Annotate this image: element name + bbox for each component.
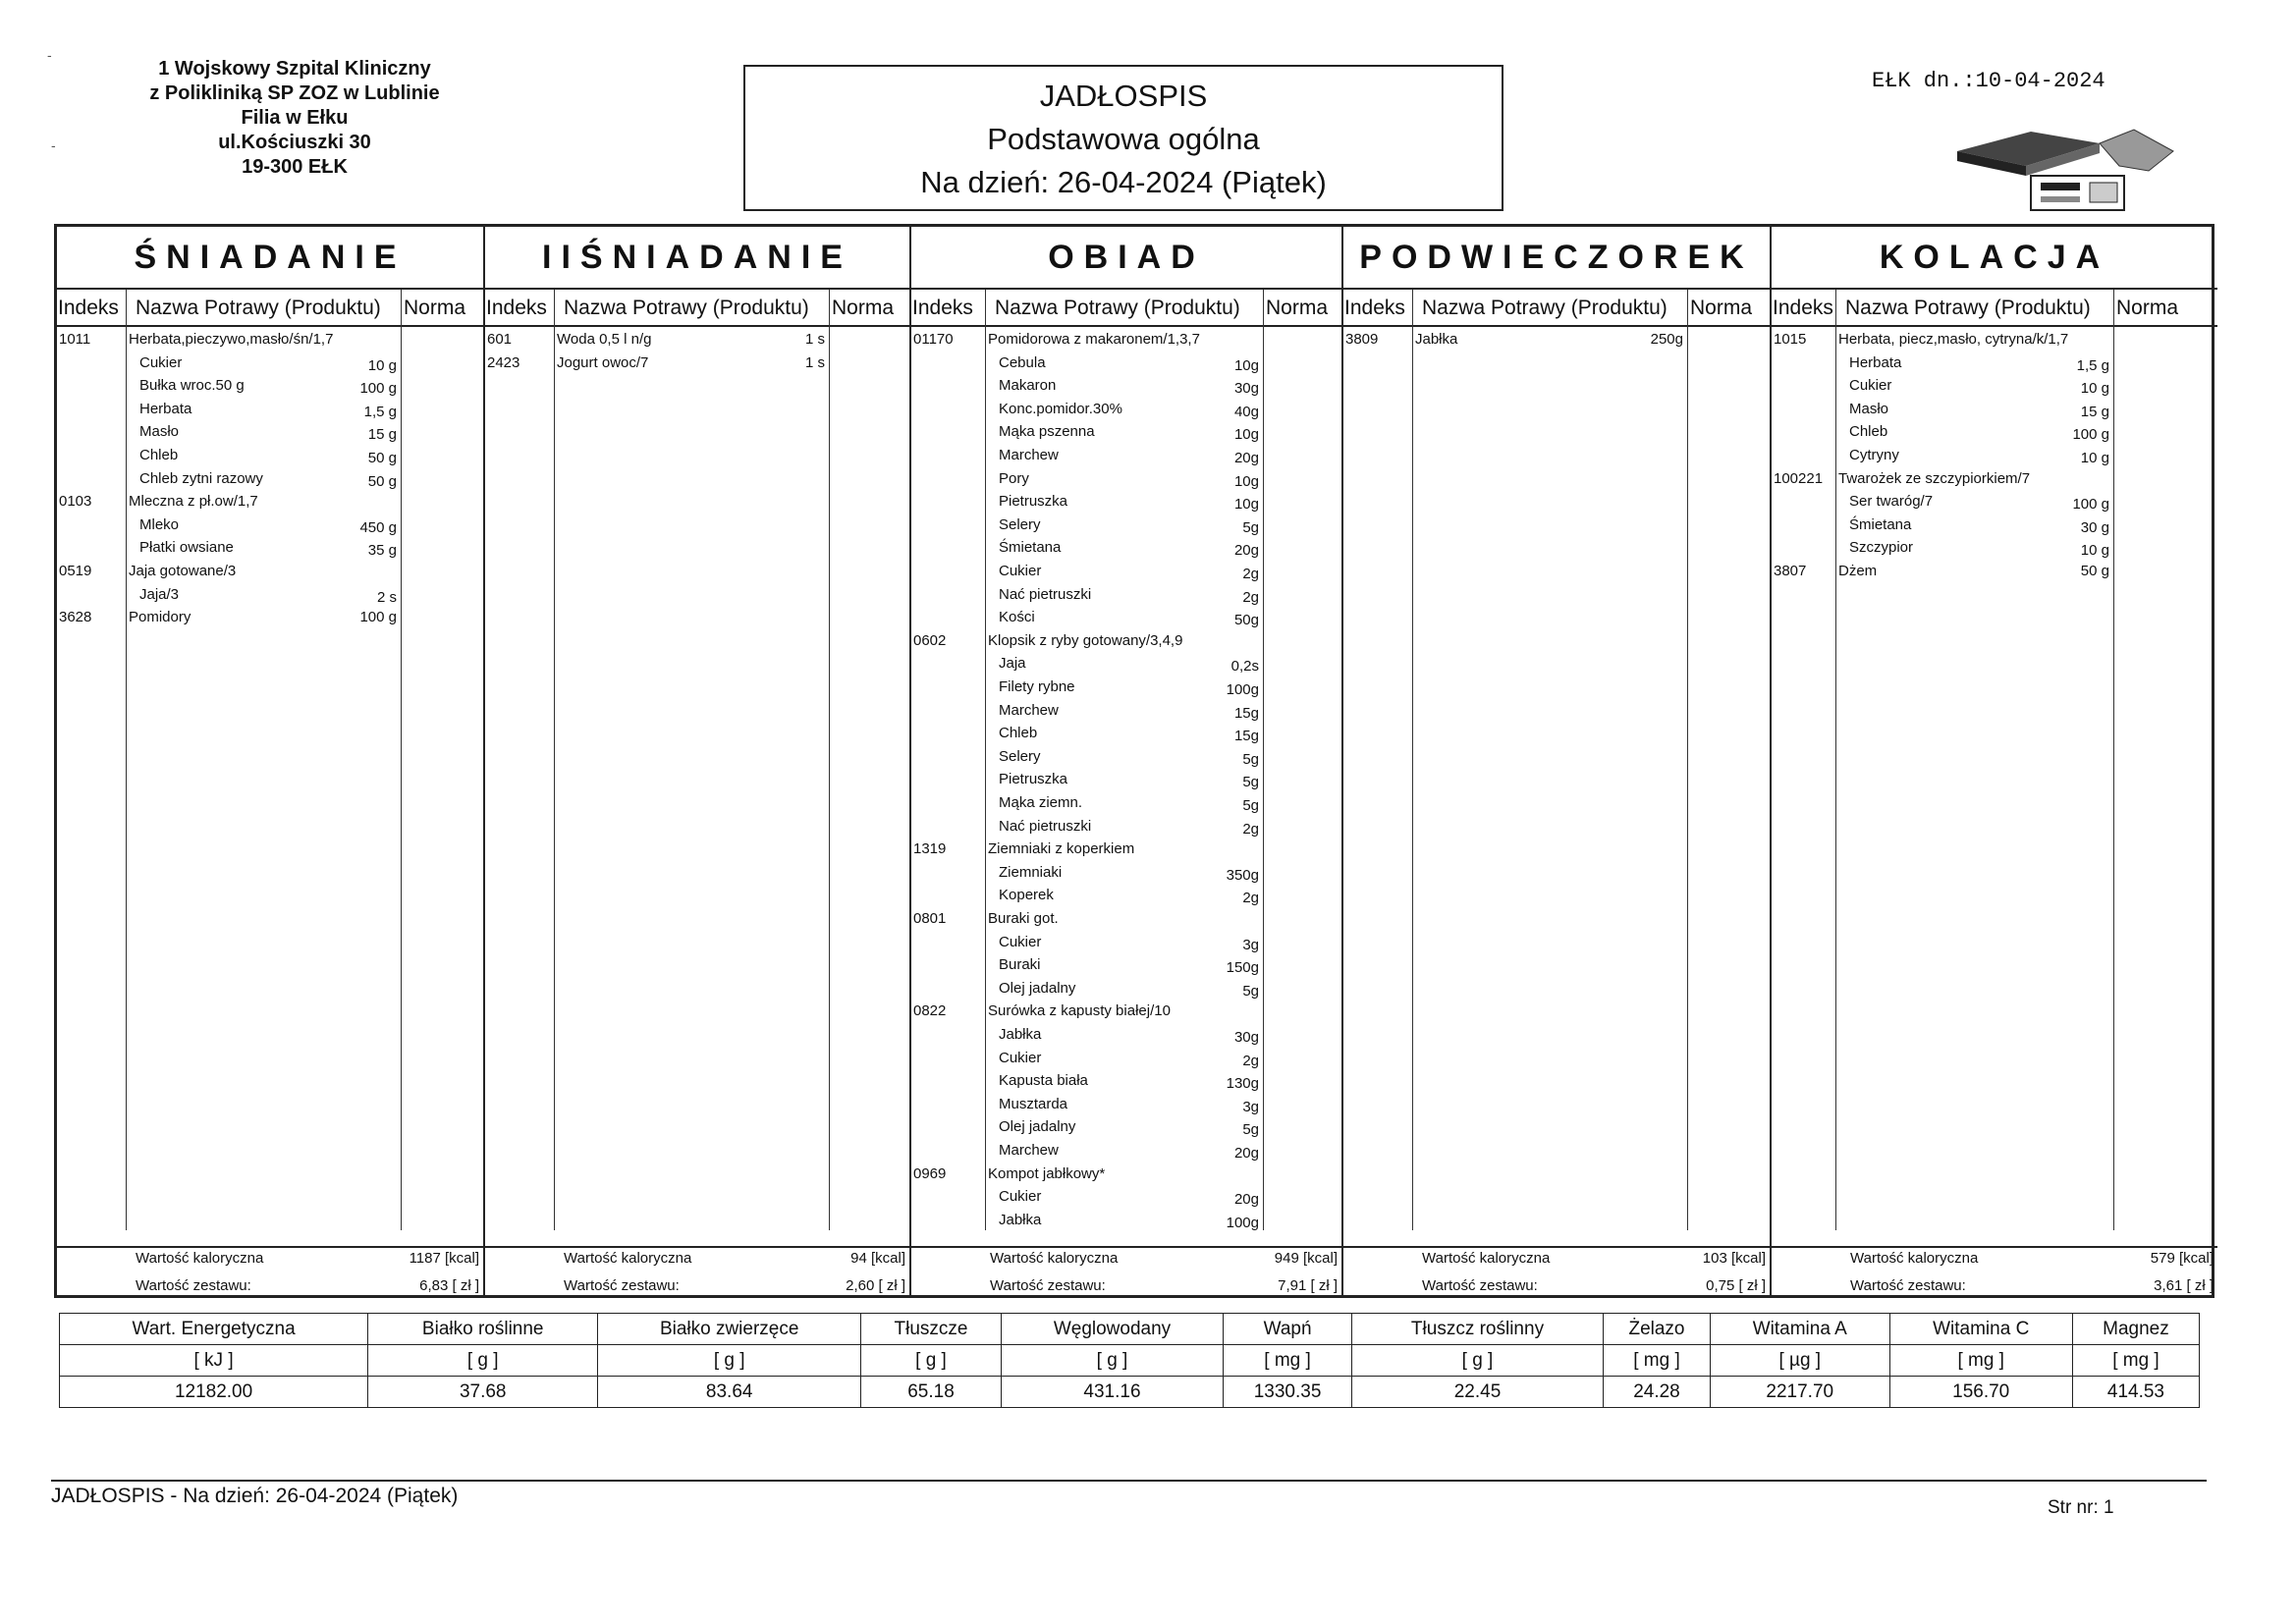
row-norm: 100g xyxy=(1226,1214,1259,1231)
row-norm: 100 g xyxy=(359,609,397,626)
column-divider xyxy=(554,327,555,1230)
row-norm: 10 g xyxy=(2080,450,2109,466)
row-norm: 5g xyxy=(1242,750,1259,768)
nutrition-unit: [ g ] xyxy=(368,1345,598,1377)
row-norm: 50 g xyxy=(367,450,397,466)
row-norm: 20g xyxy=(1233,1191,1259,1209)
row-name: Nać pietruszki xyxy=(999,817,1092,835)
nutrition-value: 24.28 xyxy=(1603,1377,1710,1408)
column-headers xyxy=(57,290,483,327)
row-norm: 20g xyxy=(1233,1145,1259,1162)
row-name: Masło xyxy=(1849,400,1889,417)
row-norm: 130g xyxy=(1226,1075,1259,1093)
totals-divider xyxy=(1772,1246,2217,1248)
nutrition-value: 37.68 xyxy=(368,1377,598,1408)
nutrition-unit: [ µg ] xyxy=(1711,1345,1889,1377)
totals-label: Wartość zestawu: xyxy=(564,1277,680,1294)
nutrition-unit: [ mg ] xyxy=(1603,1345,1710,1377)
row-norm: 30g xyxy=(1233,1029,1259,1046)
totals-value: 0,75 [ zł ] xyxy=(1706,1277,1766,1294)
meal-totals xyxy=(1343,1250,1770,1305)
row-norm: 1 s xyxy=(804,353,825,371)
totals-line xyxy=(485,1250,909,1277)
header-index: Indeks xyxy=(1344,297,1405,319)
row-norm: 450 g xyxy=(359,518,397,536)
header-norm: Norma xyxy=(404,297,466,319)
totals-line xyxy=(57,1250,483,1277)
nutrition-header: Wapń xyxy=(1224,1314,1352,1345)
print-date: EŁK dn.:10-04-2024 xyxy=(1872,69,2105,93)
column-divider xyxy=(1687,327,1688,1230)
row-norm: 100 g xyxy=(359,380,397,398)
hospital-line: z Polikliniką SP ZOZ w Lublinie xyxy=(149,82,440,104)
row-norm: 3g xyxy=(1242,936,1259,953)
row-norm: 5g xyxy=(1242,1121,1259,1139)
meal-totals xyxy=(57,1250,483,1305)
totals-label: Wartość kaloryczna xyxy=(136,1250,264,1267)
row-name: Bułka wroc.50 g xyxy=(139,377,245,395)
row-name: Cukier xyxy=(999,1049,1042,1066)
row-norm: 2 s xyxy=(376,588,397,606)
header-norm: Norma xyxy=(832,297,895,319)
row-norm: 2g xyxy=(1242,820,1259,838)
row-name: Selery xyxy=(999,747,1041,765)
row-name: Kości xyxy=(999,609,1035,626)
header-index: Indeks xyxy=(912,297,973,319)
row-index: 0602 xyxy=(913,631,947,649)
row-norm: 20g xyxy=(1233,450,1259,466)
row-name: Ziemniaki xyxy=(999,863,1063,881)
meal-column xyxy=(1772,227,2217,1295)
meal-body xyxy=(485,327,909,1228)
header-index: Indeks xyxy=(486,297,547,319)
row-name: Jabłka xyxy=(999,1211,1042,1228)
column-divider xyxy=(1835,290,1836,327)
row-norm: 30g xyxy=(1233,380,1259,398)
row-name: Filety rybne xyxy=(999,678,1075,695)
row-norm: 150g xyxy=(1226,959,1259,977)
document-title: JADŁOSPIS xyxy=(1039,79,1208,113)
row-norm: 1 s xyxy=(804,331,825,348)
row-name: Płatki owsiane xyxy=(139,539,234,557)
row-name: Masło xyxy=(139,423,180,441)
row-norm: 10 g xyxy=(367,356,397,374)
row-name: Surówka z kapusty białej/10 xyxy=(988,1002,1171,1020)
row-name: Chleb zytni razowy xyxy=(139,469,263,487)
row-norm: 350g xyxy=(1226,866,1259,884)
column-divider xyxy=(2113,327,2114,1230)
row-name: Pomidory xyxy=(129,609,191,626)
column-divider xyxy=(401,290,402,327)
column-divider xyxy=(1412,290,1413,327)
column-divider xyxy=(1687,290,1688,327)
totals-value: 7,91 [ zł ] xyxy=(1278,1277,1338,1294)
column-headers xyxy=(485,290,909,327)
totals-line xyxy=(911,1250,1341,1277)
nutrition-header: Witamina A xyxy=(1711,1314,1889,1345)
totals-divider xyxy=(485,1246,909,1248)
footer-text: JADŁOSPIS - Na dzień: 26-04-2024 (Piątek) xyxy=(51,1485,459,1507)
meal-table xyxy=(54,224,2214,1298)
row-name: Marchew xyxy=(999,447,1059,463)
nutrition-value: 22.45 xyxy=(1352,1377,1604,1408)
totals-label: Wartość zestawu: xyxy=(990,1277,1106,1294)
row-name: Jaja xyxy=(999,655,1026,673)
row-norm: 3g xyxy=(1242,1098,1259,1115)
row-index: 601 xyxy=(487,331,513,348)
column-divider xyxy=(1835,327,1836,1230)
totals-line xyxy=(1772,1250,2217,1277)
row-name: Pietruszka xyxy=(999,771,1068,788)
totals-value: 103 [kcal] xyxy=(1702,1250,1766,1267)
row-name: Herbata xyxy=(139,400,192,417)
nutrition-value: 414.53 xyxy=(2072,1377,2199,1408)
nutrition-value: 431.16 xyxy=(1001,1377,1223,1408)
row-norm: 1,5 g xyxy=(2076,356,2109,374)
column-headers xyxy=(911,290,1341,327)
row-name: Jaja/3 xyxy=(139,585,180,603)
menu-date: Na dzień: 26-04-2024 (Piątek) xyxy=(920,165,1327,199)
totals-label: Wartość zestawu: xyxy=(1422,1277,1538,1294)
row-index: 0801 xyxy=(913,910,947,927)
row-name: Śmietana xyxy=(999,539,1062,557)
nutrition-unit: [ mg ] xyxy=(2072,1345,2199,1377)
row-norm: 100g xyxy=(1226,681,1259,698)
row-norm: 50 g xyxy=(367,472,397,490)
row-name: Olej jadalny xyxy=(999,979,1076,997)
row-norm: 10g xyxy=(1233,426,1259,444)
row-name: Cukier xyxy=(1849,377,1892,395)
nutrition-value: 1330.35 xyxy=(1224,1377,1352,1408)
row-norm: 100 g xyxy=(2072,426,2109,444)
meal-body xyxy=(1772,327,2217,1228)
footer-rule xyxy=(51,1480,2207,1482)
row-name: Twarożek ze szczypiorkiem/7 xyxy=(1838,469,2031,487)
row-index: 2423 xyxy=(487,353,520,371)
row-name: Konc.pomidor.30% xyxy=(999,400,1122,417)
row-name: Cebula xyxy=(999,353,1046,371)
row-norm: 10 g xyxy=(2080,380,2109,398)
nutrition-unit: [ kJ ] xyxy=(60,1345,368,1377)
row-name: Jaja gotowane/3 xyxy=(129,563,237,579)
row-name: Cytryny xyxy=(1849,447,1899,463)
hospital-line: 1 Wojskowy Szpital Kliniczny xyxy=(158,58,431,80)
totals-value: 6,83 [ zł ] xyxy=(419,1277,479,1294)
row-norm: 5g xyxy=(1242,797,1259,814)
nutrition-row xyxy=(60,1377,2200,1408)
row-name: Selery xyxy=(999,515,1041,533)
totals-label: Wartość kaloryczna xyxy=(1422,1250,1551,1267)
nutrition-unit: [ g ] xyxy=(861,1345,1002,1377)
totals-label: Wartość zestawu: xyxy=(1850,1277,1966,1294)
row-name: Pory xyxy=(999,469,1029,487)
title-box xyxy=(743,65,1503,211)
row-name: Marchew xyxy=(999,701,1059,719)
nutrition-header: Żelazo xyxy=(1603,1314,1710,1345)
nutrition-header: Wart. Energetyczna xyxy=(60,1314,368,1345)
row-index: 3807 xyxy=(1774,563,1807,579)
meal-title: KOLACJA xyxy=(1772,227,2217,290)
totals-line xyxy=(1343,1277,1770,1305)
nutrition-value: 12182.00 xyxy=(60,1377,368,1408)
header-name: Nazwa Potrawy (Produktu) xyxy=(136,297,381,319)
nutrition-unit: [ g ] xyxy=(1001,1345,1223,1377)
row-norm: 35 g xyxy=(367,542,397,560)
row-name: Marchew xyxy=(999,1142,1059,1159)
nutrition-row xyxy=(60,1345,2200,1377)
nutrition-header: Białko zwierzęce xyxy=(598,1314,861,1345)
row-name: Mleczna z pł.ow/1,7 xyxy=(129,493,258,511)
totals-value: 3,61 [ zł ] xyxy=(2154,1277,2214,1294)
row-name: Cukier xyxy=(139,353,183,371)
meal-body xyxy=(911,327,1341,1231)
nutrition-unit: [ g ] xyxy=(598,1345,861,1377)
row-name: Mąka ziemn. xyxy=(999,794,1083,811)
row-index: 3809 xyxy=(1345,331,1379,348)
totals-label: Wartość kaloryczna xyxy=(990,1250,1119,1267)
meal-column xyxy=(1343,227,1772,1295)
row-name: Pomidorowa z makaronem/1,3,7 xyxy=(988,331,1200,348)
column-divider xyxy=(1263,290,1264,327)
row-name: Szczypior xyxy=(1849,539,1914,557)
row-norm: 100 g xyxy=(2072,496,2109,514)
diet-name: Podstawowa ogólna xyxy=(987,122,1260,156)
header-norm: Norma xyxy=(1266,297,1329,319)
page-number: Str nr: 1 xyxy=(2048,1497,2114,1518)
row-name: Chleb xyxy=(999,725,1038,742)
column-divider xyxy=(1263,327,1264,1230)
row-name: Buraki got. xyxy=(988,910,1059,927)
row-name: Pietruszka xyxy=(999,493,1068,511)
column-divider xyxy=(985,327,986,1230)
row-name: Chleb xyxy=(139,447,179,463)
header-norm: Norma xyxy=(2116,297,2179,319)
row-index: 01170 xyxy=(913,331,954,348)
nutrition-value: 156.70 xyxy=(1889,1377,2072,1408)
row-name: Śmietana xyxy=(1849,515,1912,533)
nutrition-table xyxy=(59,1313,2200,1408)
hospital-address xyxy=(93,57,496,180)
row-norm: 5g xyxy=(1242,982,1259,1000)
nutrition-value: 83.64 xyxy=(598,1377,861,1408)
row-norm: 2g xyxy=(1242,890,1259,907)
row-index: 1015 xyxy=(1774,331,1807,348)
totals-label: Wartość kaloryczna xyxy=(1850,1250,1979,1267)
column-divider xyxy=(554,290,555,327)
row-name: Woda 0,5 l n/g xyxy=(557,331,652,348)
nutrition-unit: [ g ] xyxy=(1352,1345,1604,1377)
row-norm: 15g xyxy=(1233,704,1259,722)
book-computer-logo xyxy=(1952,122,2178,215)
header-name: Nazwa Potrawy (Produktu) xyxy=(564,297,809,319)
row-index: 3628 xyxy=(59,609,92,626)
row-name: Musztarda xyxy=(999,1095,1068,1112)
hospital-line: 19-300 EŁK xyxy=(242,156,348,178)
totals-value: 579 [kcal] xyxy=(2150,1250,2214,1267)
row-norm: 0,2s xyxy=(1230,658,1259,676)
row-norm: 40g xyxy=(1233,403,1259,420)
meal-title: IIŚNIADANIE xyxy=(485,227,909,290)
row-name: Cukier xyxy=(999,1188,1042,1206)
header-name: Nazwa Potrawy (Produktu) xyxy=(1845,297,2091,319)
row-name: Jabłka xyxy=(1415,331,1458,348)
meal-totals xyxy=(485,1250,909,1305)
row-name: Herbata, piecz,masło, cytryna/k/1,7 xyxy=(1838,331,2069,348)
column-divider xyxy=(829,290,830,327)
row-name: Olej jadalny xyxy=(999,1118,1076,1136)
totals-label: Wartość zestawu: xyxy=(136,1277,251,1294)
hospital-line: Filia w Ełku xyxy=(241,107,349,129)
nutrition-header: Witamina C xyxy=(1889,1314,2072,1345)
row-index: 0822 xyxy=(913,1002,947,1020)
totals-value: 2,60 [ zł ] xyxy=(846,1277,905,1294)
row-name: Kompot jabłkowy* xyxy=(988,1164,1106,1182)
column-divider xyxy=(2113,290,2114,327)
nutrition-header: Tłuszcze xyxy=(861,1314,1002,1345)
nutrition-row xyxy=(60,1314,2200,1345)
meal-body xyxy=(1343,327,1770,1228)
row-norm: 1,5 g xyxy=(363,403,397,420)
column-headers xyxy=(1343,290,1770,327)
header-index: Indeks xyxy=(1773,297,1833,319)
nutrition-header: Białko roślinne xyxy=(368,1314,598,1345)
row-name: Buraki xyxy=(999,956,1041,974)
totals-divider xyxy=(911,1246,1341,1248)
row-index: 0519 xyxy=(59,563,92,579)
totals-line xyxy=(1343,1250,1770,1277)
row-norm: 5g xyxy=(1242,774,1259,791)
row-name: Ziemniaki z koperkiem xyxy=(988,840,1135,858)
row-name: Nać pietruszki xyxy=(999,585,1092,603)
nutrition-header: Tłuszcz roślinny xyxy=(1352,1314,1604,1345)
column-divider xyxy=(126,327,127,1230)
row-name: Dżem xyxy=(1838,563,1878,579)
row-norm: 30 g xyxy=(2080,518,2109,536)
nutrition-value: 65.18 xyxy=(861,1377,1002,1408)
totals-label: Wartość kaloryczna xyxy=(564,1250,692,1267)
row-name: Herbata,pieczywo,masło/śn/1,7 xyxy=(129,331,334,348)
totals-line xyxy=(485,1277,909,1305)
row-norm: 10g xyxy=(1233,356,1259,374)
totals-line xyxy=(57,1277,483,1305)
row-name: Jabłka xyxy=(999,1026,1042,1043)
margin-mark: - xyxy=(51,137,56,153)
row-name: Herbata xyxy=(1849,353,1902,371)
totals-line xyxy=(911,1277,1341,1305)
column-divider xyxy=(401,327,402,1230)
meal-title: OBIAD xyxy=(911,227,1341,290)
row-norm: 10g xyxy=(1233,472,1259,490)
row-norm: 2g xyxy=(1242,1052,1259,1069)
row-index: 0969 xyxy=(913,1164,947,1182)
column-divider xyxy=(126,290,127,327)
meal-totals xyxy=(1772,1250,2217,1305)
row-norm: 10 g xyxy=(2080,542,2109,560)
row-name: Mleko xyxy=(139,515,180,533)
nutrition-value: 2217.70 xyxy=(1711,1377,1889,1408)
totals-value: 1187 [kcal] xyxy=(409,1250,479,1267)
row-norm: 15 g xyxy=(367,426,397,444)
row-norm: 10g xyxy=(1233,496,1259,514)
totals-divider xyxy=(1343,1246,1770,1248)
meal-column xyxy=(911,227,1343,1295)
column-divider xyxy=(829,327,830,1230)
row-norm: 50g xyxy=(1233,612,1259,629)
meal-totals xyxy=(911,1250,1341,1305)
row-norm: 20g xyxy=(1233,542,1259,560)
row-index: 1011 xyxy=(59,331,91,348)
meal-title: PODWIECZOREK xyxy=(1343,227,1770,290)
column-divider xyxy=(985,290,986,327)
totals-value: 949 [kcal] xyxy=(1274,1250,1338,1267)
row-norm: 15 g xyxy=(2080,403,2109,420)
header-name: Nazwa Potrawy (Produktu) xyxy=(995,297,1240,319)
row-name: Chleb xyxy=(1849,423,1888,441)
row-name: Mąka pszenna xyxy=(999,423,1095,441)
row-index: 0103 xyxy=(59,493,92,511)
totals-value: 94 [kcal] xyxy=(850,1250,905,1267)
row-index: 100221 xyxy=(1774,469,1824,487)
row-name: Jogurt owoc/7 xyxy=(557,353,649,371)
margin-mark: - xyxy=(47,47,52,63)
column-headers xyxy=(1772,290,2217,327)
row-name: Kapusta biała xyxy=(999,1072,1088,1090)
row-index: 1319 xyxy=(913,840,947,858)
row-name: Cukier xyxy=(999,933,1042,950)
row-norm: 2g xyxy=(1242,566,1259,582)
meal-column xyxy=(485,227,911,1295)
row-name: Koperek xyxy=(999,887,1054,904)
row-norm: 5g xyxy=(1242,518,1259,536)
totals-line xyxy=(1772,1277,2217,1305)
header-norm: Norma xyxy=(1690,297,1753,319)
meal-column xyxy=(57,227,485,1295)
row-norm: 15g xyxy=(1233,728,1259,745)
totals-divider xyxy=(57,1246,483,1248)
row-name: Ser twaróg/7 xyxy=(1849,493,1934,511)
row-norm: 2g xyxy=(1242,588,1259,606)
meal-body xyxy=(57,327,483,1228)
column-divider xyxy=(1412,327,1413,1230)
header-index: Indeks xyxy=(58,297,119,319)
row-name: Cukier xyxy=(999,563,1042,579)
row-name: Klopsik z ryby gotowany/3,4,9 xyxy=(988,631,1183,649)
nutrition-unit: [ mg ] xyxy=(1224,1345,1352,1377)
nutrition-unit: [ mg ] xyxy=(1889,1345,2072,1377)
header-name: Nazwa Potrawy (Produktu) xyxy=(1422,297,1667,319)
nutrition-header: Magnez xyxy=(2072,1314,2199,1345)
meal-title: ŚNIADANIE xyxy=(57,227,483,290)
nutrition-header: Węglowodany xyxy=(1001,1314,1223,1345)
row-norm: 50 g xyxy=(2080,563,2109,579)
hospital-line: ul.Kościuszki 30 xyxy=(218,132,371,153)
row-name: Makaron xyxy=(999,377,1057,395)
row-norm: 250g xyxy=(1650,331,1683,348)
